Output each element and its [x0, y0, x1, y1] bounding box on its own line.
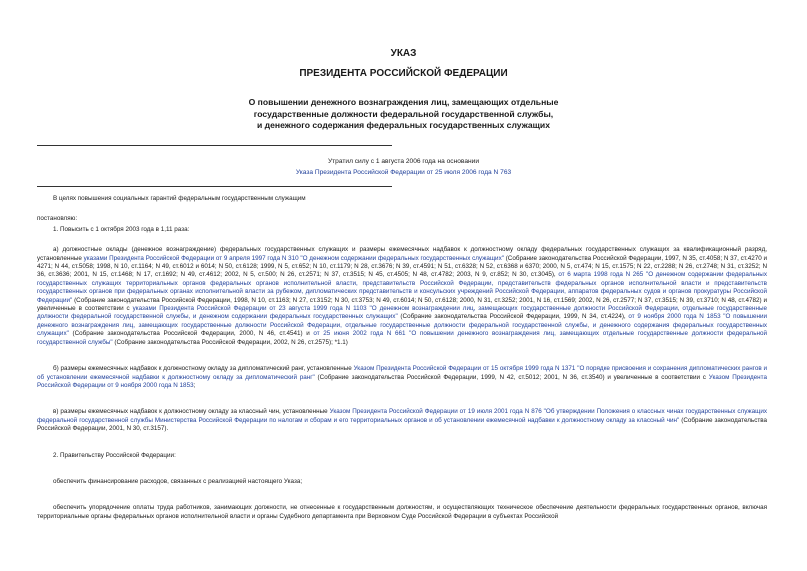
item-2: 2. Правительству Российской Федерации:: [53, 451, 176, 459]
item-1: 1. Повысить с 1 октября 2003 года в 1,11 раза:: [53, 225, 190, 233]
heading-line: и денежного содержания федеральных государственных служащих: [257, 120, 550, 130]
divider-bottom: [37, 186, 392, 187]
paragraph-a-text: (Собрание законодательства Российской Федерации, 1999, N 34, ст.4224),: [397, 313, 629, 321]
paragraph-a-text: (Собрание законодательства Российской Федерации, 1997, N 35, ст.4058; N 37, ст.4270 и 4271; N 44, ст.5058; 1998, N 10, ст.1164; N 49, ст.6012 и 6014; N 50, ст.6128; 1999, N 5, ст.652; N 10, ст.1179; N 28, ст.3676; N 39, ст.4591; N 51, ст.6328; N 52, ст.6368 и 6370; 2000, N 5, ст.474; N 15, ст.1575; N 22, ст.2288; N 26, ст.2748; N 31, ст.3252; N 36, ст.3636; 2001, N 15, ст.1468; N 17, ст.1692; N 49, ст.4612; 2002, N 5, ст.500; N 26, ст.2571; N 37, ст.3515; N 45, ст.4505; N 48, ст.4782; 2003, N 9, ст.852; N 30, ст.3045),: [37, 254, 767, 279]
paragraph-c-text: (Собрание законодательства Российской Федерации, 2001, N 30, ст.3157).: [37, 416, 768, 433]
paragraph-a-text: (Собрание законодательства Российской Федерации, 1998, N 10, ст.1163; N 27, ст.3152; N 30, ст.3753; N 49, ст.6014; N 50, ст.6128; 2000, N 31, ст.3252; 2001, N 16, ст.1569; 2002, N 26, ст.2577; N 37, ст.3515; N 39, ст.3710; N 48, ст.4782) и увеличенные в соответствии с: [37, 296, 767, 313]
paragraph-b-text: ;: [193, 381, 196, 389]
paragraph-b: [37, 365, 767, 390]
intro-paragraph: В целях повышения социальных гарантий федеральным государственным служащим: [53, 195, 306, 202]
paragraph-c-text: в) размеры ежемесячных надбавок к должностному окладу за классный чин, установленные: [53, 408, 330, 416]
paragraph-b-text: б) размеры ежемесячных надбавок к должностному окладу за дипломатический ранг, установленные: [53, 365, 354, 373]
decree-issuer: ПРЕЗИДЕНТА РОССИЙСКОЙ ФЕДЕРАЦИИ: [299, 68, 508, 79]
decree-title: УКАЗ: [390, 48, 417, 59]
decree-link[interactable]: от 9 ноября 2000 года N 1853 "О повышении денежного вознаграждения лиц, замещающих государственные должности Российской Федерации, отдельные государственные должности федеральной государственной службы, и денежного содержания федеральных государственных служащих": [37, 313, 768, 338]
paragraph-a-text: (Собрание законодательства Российской Федерации, 2002, N 26, ст.2575); *1.1): [112, 338, 348, 346]
heading-line: государственные должности федеральной государственной службы,: [253, 108, 554, 119]
paragraph-a-text: (Собрание законодательства Российской Федерации, 2000, N 46, ст.4541) и: [68, 330, 314, 338]
paragraph-a: [37, 246, 767, 347]
decree-link[interactable]: Указом Президента Российской Федерации от 15 октября 1999 года N 1371 "О порядке присвоения и сохранения дипломатических рангов и об установлении ежемесячной надбавки к должностному окладу за дипломатический ранг": [37, 365, 767, 381]
decree-heading: [0, 97, 807, 132]
repeal-notice-text: Утратил силу с 1 августа 2006 года на основании: [327, 158, 480, 165]
heading-line: О повышении денежного вознаграждения лиц, замещающих отдельные: [248, 97, 559, 107]
decree-link[interactable]: от 25 июня 2002 года N 661 "О повышении денежного вознаграждения лиц, замещающих отдельные государственные должности федеральной государственной службы": [37, 330, 767, 346]
paragraph-b-text: (Собрание законодательства Российской Федерации, 1999, N 42, ст.5012; 2001, N 36, ст.3540) и увеличенные в соответствии с: [314, 373, 709, 381]
decree-link[interactable]: указами Президента Российской Федерации от 9 апреля 1997 года N 310 "О денежном содержании федеральных государственных служащих": [83, 254, 504, 262]
paragraph-a-text: а) должностные оклады (денежное вознаграждение) федеральных государственных служащих и размеры ежемесячных надбавок к должностному окладу федеральных государственных служащих за квалификационный разряд, установленные: [37, 246, 767, 262]
decree-link[interactable]: Указом Президента Российской Федерации от 9 ноября 2000 года N 1853: [37, 373, 767, 389]
decree-link[interactable]: от 6 марта 1998 года N 265 "О денежном содержании федеральных государственных служащих территориальных органов федеральных органов исполнительной власти, представительств Российской Федерации, представительств федеральных органов исполнительной власти и представительств государственных органов при федеральных органах исполнительной власти за рубежом, дипломатических представительств и консульских учреждений Российской Федерации, аппаратов федеральных судов и органов прокуратуры Российской Федерации": [37, 271, 767, 304]
divider-top: [37, 145, 392, 146]
decree-body: [37, 195, 767, 521]
repeal-decree-link[interactable]: Указа Президента Российской Федерации от 25 июля 2006 года N 763: [295, 169, 512, 176]
decree-word: постановляю:: [37, 215, 78, 223]
paragraph-c: [37, 408, 767, 433]
decree-link[interactable]: Указом Президента Российской Федерации от 19 июля 2001 года N 876 "Об утверждении Положения о классных чинах государственных служащих федеральной государственной службы Министерства Российской Федерации по налогам и сборам и его территориальных органов и об установлении ежемесячной надбавки к должностному окладу за классный чин": [37, 408, 767, 424]
decree-link[interactable]: указами Президента Российской Федерации от 23 августа 1999 года N 1103 "О денежном вознаграждении лиц, замещающих государственные должности Российской Федерации, отдельные государственные должности федеральной государственной службы, и денежном содержании федеральных государственных служащих": [37, 305, 767, 321]
paragraph-funding: обеспечить финансирование расходов, связанных с реализацией настоящего Указа;: [53, 477, 303, 485]
repeal-notice: [0, 156, 807, 178]
paragraph-wages: обеспечить упорядочение оплаты труда работников, занимающих должности, не отнесенные к государственным должностям, и осуществляющих техническое обеспечение деятельности федеральных государственных органов, включая территориальные органы федеральных органов исполнительной власти и органы Судебного департамента при Верховном Суде Российской Федерации в субъектах Российской: [37, 504, 767, 520]
